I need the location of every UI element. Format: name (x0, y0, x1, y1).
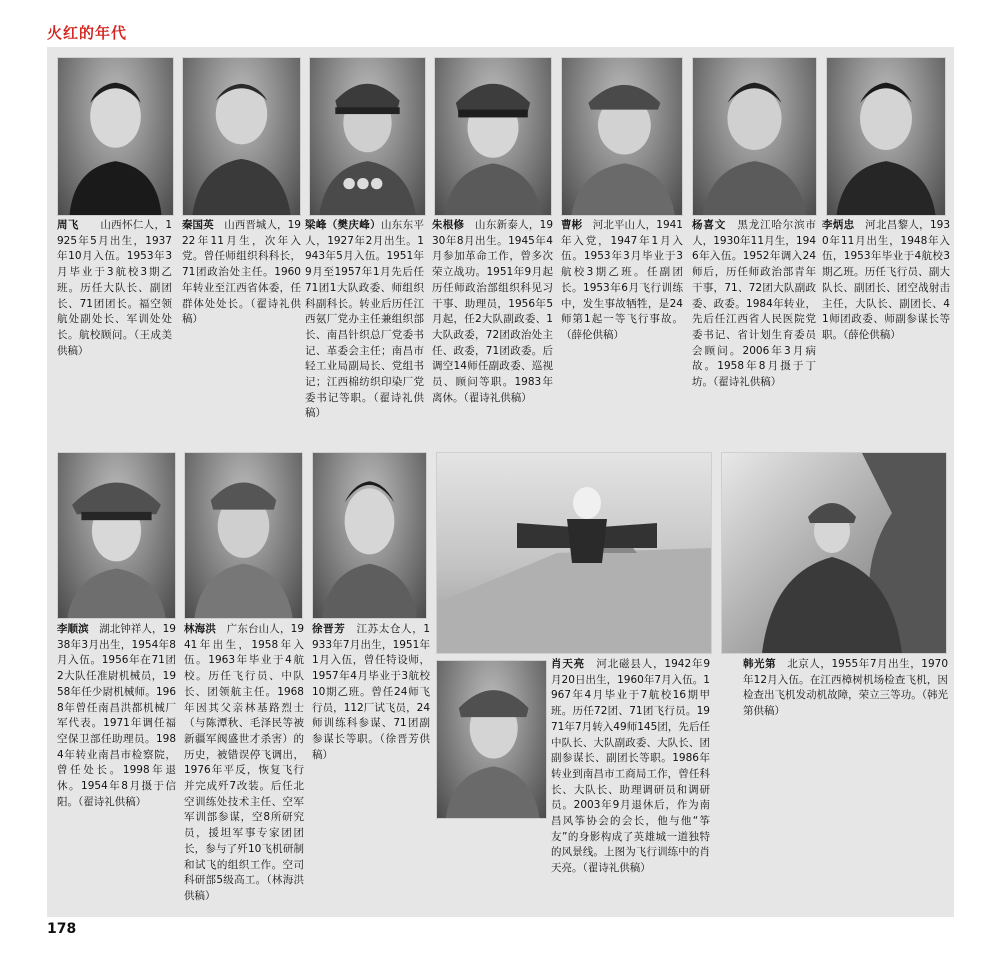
person-bio: 山西怀仁人，1925年5月出生，1937年10月入伍。1953年3月毕业于3航校3期乙班。历任大队长、副团长、71团团长。福空领航处副处长、军训处处长。航校顾问。（王成美供稿） (57, 219, 173, 357)
person-bio: 山东东平人，1927年2月出生。1943年5月入伍。1951年9月至1957年1月先后任71团1大队政委、师组织科副科长。转业后历任江西氨厂党办主任兼组织部长、南昌针织总厂党委书记、革委会主任；南昌市轻工业局副局长、党组书记；江西棉纺织印染厂党委书记等职。（翟诗礼供稿） (305, 219, 425, 420)
person-name: 林海洪 (184, 623, 216, 635)
person-name: 李顺滨 (57, 623, 89, 635)
person-name: 徐晋芳 (312, 623, 346, 635)
person-name: 秦国英 (182, 219, 214, 231)
person-bio: 广东台山人，1941年出生，1958年入伍。1963年毕业于4航校。历任飞行员、中队长、团领航主任。1968年因其父亲林基路烈士（与陈潭秋、毛泽民等被新疆军阀盛世才杀害）的历史，被错误停飞调出，1976年平反，恢复飞行并完成歼7改装。后任北空训练处技术主任、空军军训部参谋，空8所研究员，援坦军事专家团团长，参与了歼10飞机研制和试飞的组织工作。空司科研部5级高工。（林海洪供稿） (184, 623, 304, 902)
person-bio: 山东新泰人，1930年8月出生。1945年4月参加革命工作，曾多次荣立战功。1951年9月起历任师政治部组织科见习干事、助理员，1956年5月起，任2大队副政委、1大队政委，72团政治处主任、政委，71团政委。后调空14师任副政委、巡视员、顾问等职。1983年离休。（翟诗礼供稿） (432, 219, 553, 404)
portrait-photo-icon (57, 57, 174, 216)
portrait-photo-icon (57, 452, 176, 619)
section-header-title: 火红的年代 (47, 24, 128, 42)
portrait-photo-icon (184, 452, 303, 619)
portrait-photo-icon (434, 57, 552, 216)
page-number: 178 (47, 921, 77, 937)
portrait-photo-icon (309, 57, 426, 216)
person-name: 周飞 (57, 219, 79, 231)
portrait-photo-icon (826, 57, 946, 216)
person-name: 朱根修 (432, 219, 465, 231)
person-name: 曹彬 (561, 219, 583, 231)
person-bio: 黑龙江哈尔滨市人，1930年11月生，1946年入伍。1952年调入24师后，历任师政治部青年干事，71、72团大队副政委、政委。1984年转业，先后任江西省人民医院党委书记、省计划生育委员会顾问。2006年3月病故。1958年8月摄于丁坊。（翟诗礼供稿） (692, 219, 817, 389)
person-bio: 河北平山人，1941年入党，1947年1月入伍。1953年3月毕业于3航校3期乙班。任副团长。1953年6月飞行训练中，发生事故牺牲，是24师第1起一等飞行事故。（薛伦供稿） (561, 219, 683, 341)
person-bio: 河北磁县人，1942年9月20日出生，1960年7月入伍。1967年4月毕业于7航校16期甲班。历任72团、71团飞行员。1971年7月转入49师145团，先后任中队长、大队副政委、大队长、团副参谋长、副团长等职。1986年转业到南昌市工商局工作，曾任科长、大队长、助理调研员和调研员。2003年9月退休后，作为南昌风筝协会的会长，他与他“筝友”的身影构成了英雄城一道独特的风景线。上图为飞行训练中的肖天亮。（翟诗礼供稿） (551, 658, 711, 875)
person-name: 梁峰（樊庆峰） (305, 219, 381, 231)
portrait-photo-icon (182, 57, 301, 216)
person-name: 肖天亮 (551, 658, 586, 670)
person-bio: 河北昌黎人，1930年11月出生，1948年入伍，1953年毕业于4航校3期乙班。历任飞行员、副大队长、副团长、团空战射击主任，大队长、副团长、41师团政委、师副参谋长等职。（薛伦供稿） (822, 219, 950, 341)
person-bio: 江苏太仓人，1933年7月出生，1951年1月入伍，曾任特设师，1957年4月毕业于3航校10期乙班。曾任24师飞行员，112厂试飞员，24师训练科参谋、71团副参谋长等职。（徐晋芳供稿） (312, 623, 431, 761)
person-bio: 湖北钟祥人，1938年3月出生，1954年8月入伍。1956年在71团2大队任准尉机械员，1958年任少尉机械师。1968年曾任南昌洪都机械厂军代表。1971年调任福空保卫部任助理员。1984年转业南昌市检察院，曾任处长。1998年退休。1954年8月摄于信阳。（翟诗礼供稿） (57, 623, 176, 808)
portrait-photo-icon (561, 57, 683, 216)
person-name: 韩光第 (743, 658, 777, 670)
fighter-jet-cockpit-photo-icon (436, 452, 712, 654)
portrait-photo-icon (692, 57, 817, 216)
person-bio: 北京人，1955年7月出生，1970年12月入伍。在江西樟树机场检查飞机，因检查出飞机发动机故障，荣立三等功。（韩光第供稿） (743, 658, 949, 718)
portrait-photo-icon (436, 660, 547, 819)
person-name: 李炳忠 (822, 219, 855, 231)
person-name: 杨喜文 (692, 219, 727, 231)
aircraft-inspection-photo-icon (721, 452, 947, 654)
portrait-photo-icon (312, 452, 427, 619)
person-bio: 山西晋城人，1922年11月生，次年入党。曾任师组织科科长，71团政治处主任。1960年转业至江西省体委，任群体处处长。（翟诗礼供稿） (182, 219, 301, 326)
